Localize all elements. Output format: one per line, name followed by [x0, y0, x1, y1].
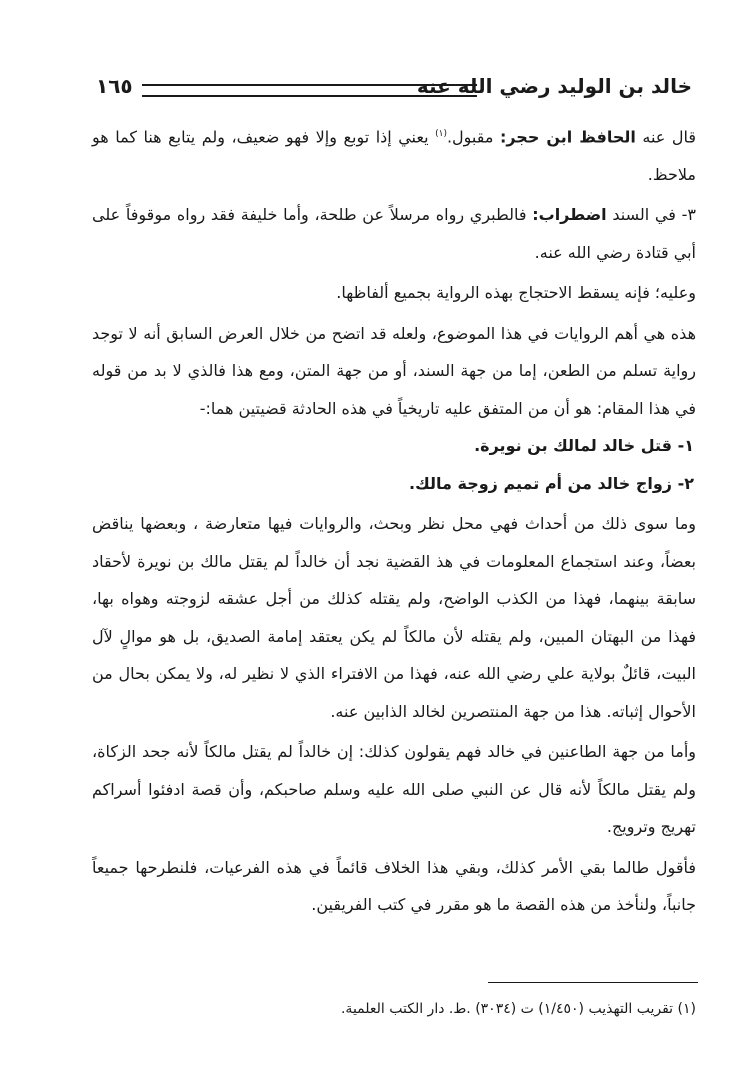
body-text [92, 116, 696, 924]
paragraph-2: ٣- في السند اضطراب: فالطبري رواه مرسلاً عن طلحة، وأما خليفة فقد رواه موقوفاً على أبي قتادة رضي الله عنه. [92, 205, 696, 262]
paragraph-3: وعليه؛ فإنه يسقط الاحتجاج بهذه الرواية بجميع ألفاظها. [336, 283, 696, 303]
term-idtirab: اضطراب: [532, 205, 607, 225]
author-name: الحافظ ابن حجر: [499, 127, 636, 147]
paragraph-7: فأقول طالما بقي الأمر كذلك، وبقي هذا الخلاف قائماً في هذه الفرعيات، فلنطرحها جميعاً جانباً، ولنأخذ من هذه القصة ما هو مقرر في كتب الفريقين. [92, 857, 696, 915]
footnote-separator [488, 982, 698, 983]
paragraph-1: قال عنه الحافظ ابن حجر: مقبول.$^{(١)}$ يعني إذا توبع وإلا فهو ضعيف، ولم يتابع هنا كما هو ملاحظ. [92, 127, 696, 184]
paragraph-4: هذه هي أهم الروايات في هذا الموضوع، ولعله قد اتضح من خلال العرض السابق أنه لا توجد رواية تسلم من الطعن، إما من جهة السند، أو من جهة المتن، ومع هذا فالذي لا بد من قوله في هذا المقام: هو أن من المتفق عليه تاريخياً في هذه الحادثة قضيتين هما:- [92, 323, 696, 418]
footnote: (١) تقريب التهذيب (١/٤٥٠) ت (٣٠٣٤) .ط. دار الكتب العلمية. [340, 1001, 696, 1017]
paragraph-5: وما سوى ذلك من أحداث فهي محل نظر وبحث، والروايات فيها متعارضة ، وبعضها يناقض بعضاً، وعند استجماع المعلومات في هذ القضية نجد أن خالداً لم يقتل مالك بن نويرة لأحقاد سابقة بينهما، فهذا من الكذب الواضح، ولم يقتله كذلك من أجل عشقه لزوجته وهواه بها، فهذا من البهتان المبين، ولم يقتله لأن مالكاً لم يكن يعتقد إمامة الصديق، بل هو موالٍ لآل البيت، قائلٌ بولاية علي رضي الله عنه، فهذا من الافتراء الذي لا نظير له، ولا يمكن بحال من الأحوال إثباته. هذا من جهة المنتصرين لخالد الذابين عنه. [92, 514, 696, 721]
list-item-1: ١- قتل خالد لمالك بن نويرة. [474, 436, 694, 456]
header-double-rule [142, 84, 477, 97]
running-title: خالد بن الوليد رضي الله عنه [416, 74, 692, 98]
footnote-ref: (١) [435, 129, 447, 139]
page-number: ١٦٥ [96, 74, 133, 98]
list-item-2: ٢- زواج خالد من أم تميم زوجة مالك. [409, 473, 694, 493]
paragraph-6: وأما من جهة الطاعنين في خالد فهم يقولون كذلك: إن خالداً لم يقتل مالكاً لأنه جحد الزكاة، ولم يقتل مالكاً لأنه قال عن النبي صلى الله عليه وسلم صاحبكم، وأن قصة ادفئوا أسراكم تهريج وترويج. [92, 742, 696, 837]
running-header [92, 74, 692, 104]
